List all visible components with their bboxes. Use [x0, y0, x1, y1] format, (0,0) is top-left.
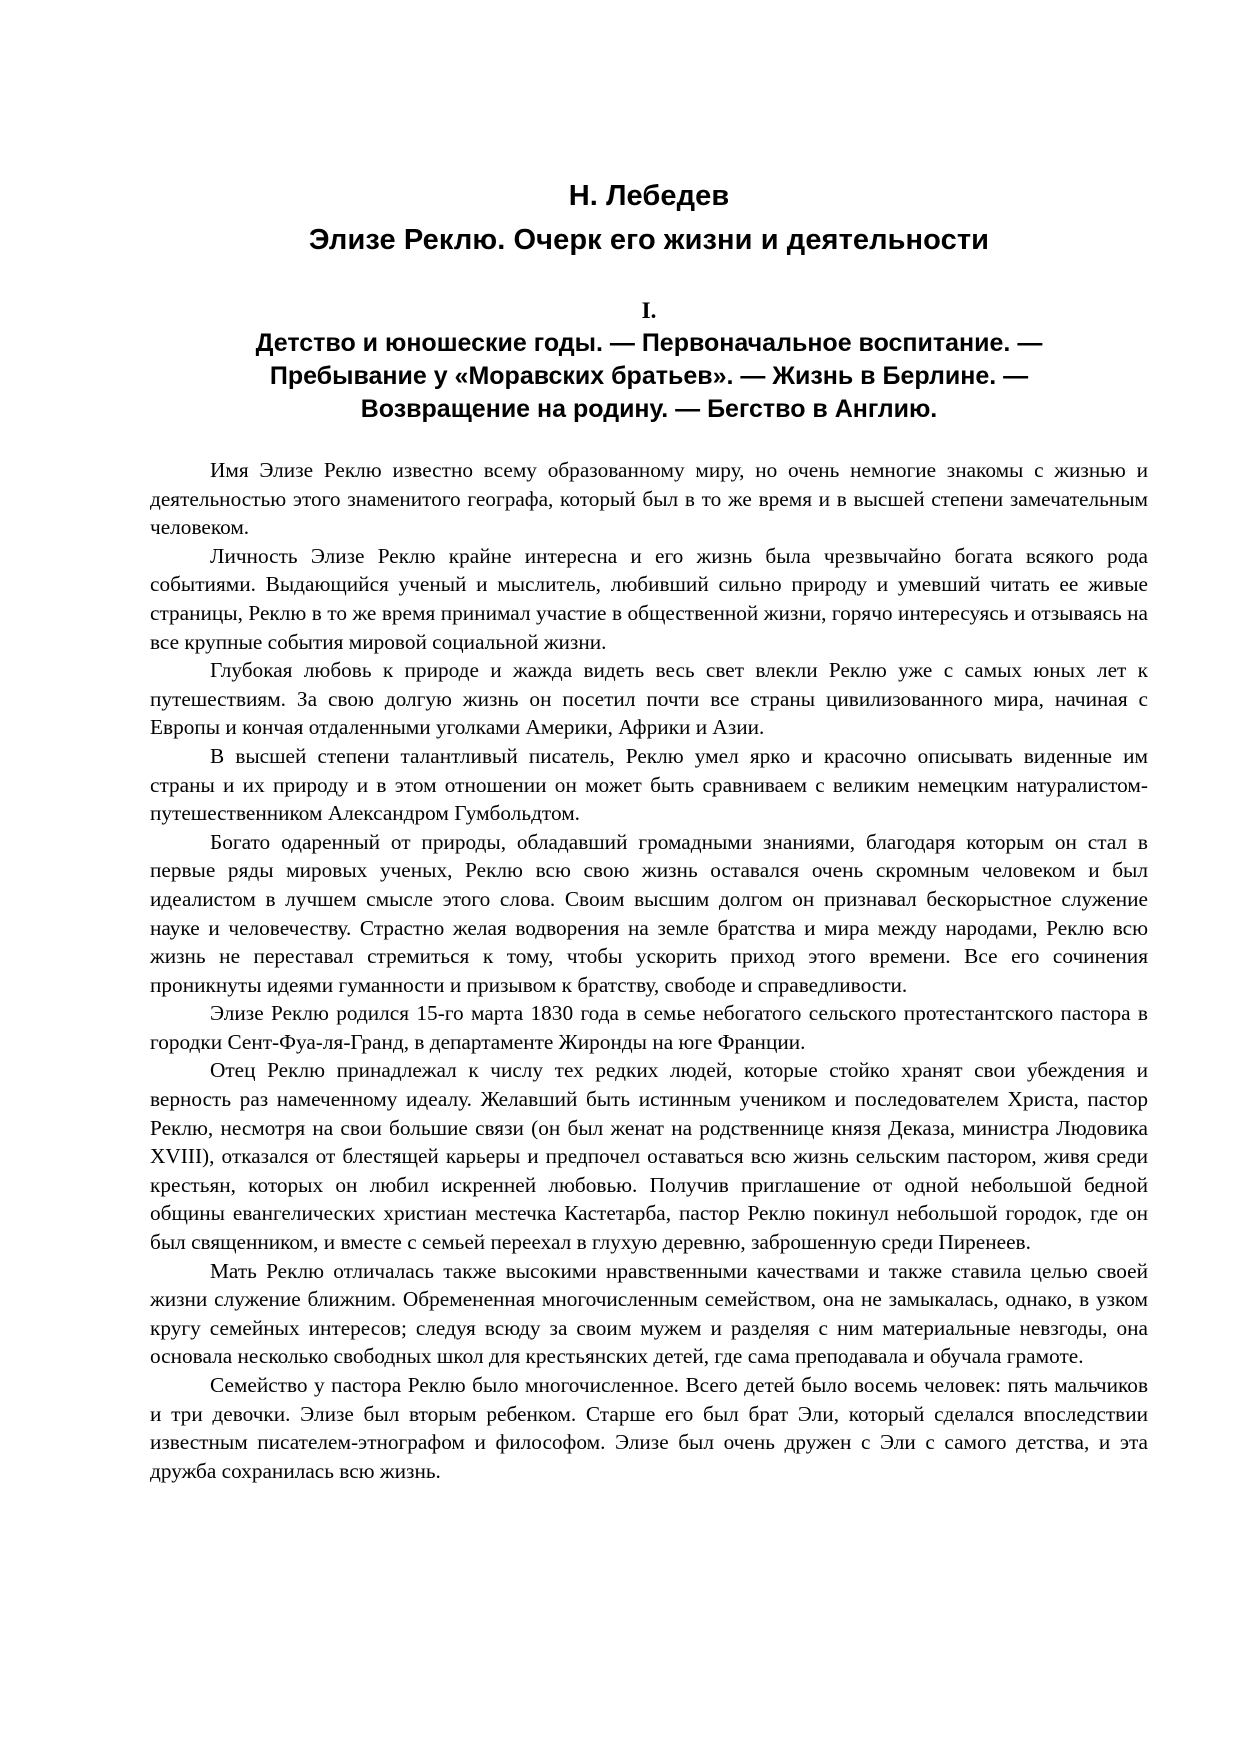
paragraph: В высшей степени талантливый писатель, Реклю умел ярко и красочно описывать виденные им страны и их природу и в этом отношении он может быть сравниваем с великим немецким натуралистом-путешественником Александром Гумбольдтом.: [150, 743, 1148, 826]
paragraph: Глубокая любовь к природе и жажда видеть весь свет влекли Реклю уже с самых юных лет к путешествиям. За свою долгую жизнь он посетил почти все страны цивилизованного мира, начиная с Европы и кончая отдаленными уголками Америки, Африки и Азии.: [150, 658, 1148, 740]
paragraph: Элизе Реклю родился 15-го марта 1830 года в семье небогатого сельского протестантского пастора в городки Сент-Фуа-ля-Гранд, в департаменте Жиронды на юге Франции.: [150, 1001, 1148, 1054]
chapter-number: I.: [641, 298, 657, 323]
body-text: [150, 456, 1148, 1485]
paragraph: Семейство у пастора Реклю было многочисленное. Всего детей было восемь человек: пять мальчиков и три девочки. Элизе был вторым ребенком. Старше его был брат Эли, который сделался впоследствии известным писателем-этнографом и философом. Элизе был очень дружен с Эли с самого детства, и эта дружба сохранилась всю жизнь.: [150, 1373, 1148, 1483]
chapter-title-line: Возвращение на родину. — Бегство в Англию.: [360, 395, 938, 423]
paragraph: Личность Элизе Реклю крайне интересна и его жизнь была чрезвычайно богата всякого рода событиями. Выдающийся ученый и мыслитель, любивший сильно природу и умевший читать ее живые страницы, Реклю в то же время принимал участие в общественной жизни, горячо интересуясь и отзываясь на все крупные события мировой социальной жизни.: [150, 543, 1148, 654]
chapter-title: [150, 327, 1148, 426]
paragraph: Отец Реклю принадлежал к числу тех редких людей, которые стойко хранят свои убеждения и верность раз намеченному идеалу. Желавший быть истинным учеником и последователем Христа, пастор Реклю, несмотря на свои большие связи (он был женат на родственнице князя Деказа, министра Людовика XVIII), отказался от блестящей карьеры и предпочел оставаться всю жизнь сельским пастором, живя среди крестьян, которых он любил искренней любовью. Получив приглашение от одной небольшой бедной общины евангелических христиан местечка Кастетарба, пастор Реклю покинул небольшой городок, где он был священником, и вместе с семьей переехал в глухую деревню, заброшенную среди Пиренеев.: [150, 1058, 1148, 1255]
chapter-title-line: Пребывание у «Моравских братьев». — Жизнь в Берлине. —: [269, 362, 1029, 390]
book-title: Элизе Реклю. Очерк его жизни и деятельности: [308, 224, 990, 256]
paragraph: Мать Реклю отличалась также высокими нравственными качествами и также ставила целью своей жизни служение ближним. Обремененная многочисленным семейством, она не замыкалась, однако, в узком кругу семейных интересов; следуя всюду за своим мужем и разделяя с ним материальные невзгоды, она основала несколько свободных школ для крестьянских детей, где сама преподавала и обучала грамоте.: [150, 1258, 1148, 1369]
chapter-title-line: Детство и юношеские годы. — Первоначальное воспитание. —: [255, 329, 1043, 357]
author-name: Н. Лебедев: [568, 180, 730, 212]
paragraph: Имя Элизе Реклю известно всему образованному миру, но очень немногие знакомы с жизнью и деятельностью этого знаменитого географа, который был в то же время и в высшей степени замечательным человеком.: [150, 458, 1148, 540]
paragraph: Богато одаренный от природы, обладавший громадными знаниями, благодаря которым он стал в первые ряды мировых ученых, Реклю всю свою жизнь оставался очень скромным человеком и был идеалистом в лучшем смысле этого слова. Своим высшим долгом он признавал бескорыстное служение науке и человечеству. Страстно желая водворения на земле братства и мира между народами, Реклю всю жизнь не переставал стремиться к тому, чтобы ускорить приход этого времени. Все его сочинения проникнуты идеями гуманности и призывом к братству, свободе и справедливости.: [150, 829, 1148, 997]
